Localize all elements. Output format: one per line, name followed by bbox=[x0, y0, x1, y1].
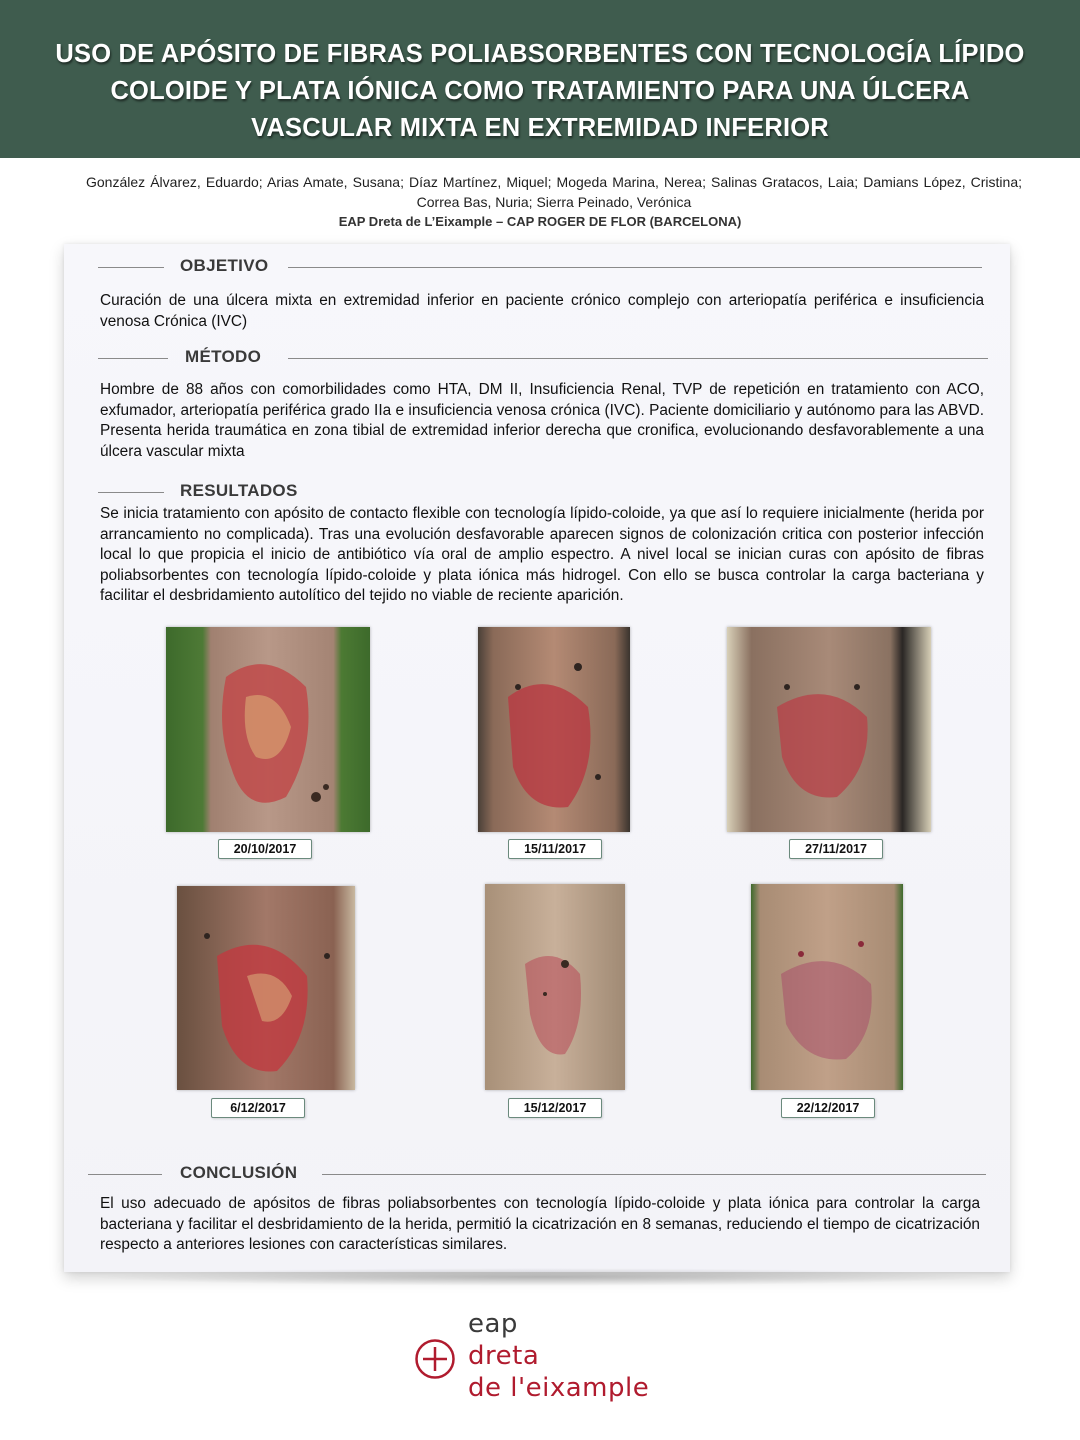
metodo-text: Hombre de 88 años con comorbilidades como HTA, DM II, Insuficiencia Renal, TVP de repetición en tratamiento con ACO, exfumador, arteriopatía periférica grado IIa e insuficiencia venosa crónica (IVC). Paciente domiciliario y autónomo para las ABVD. Presenta herida traumática en zona tibial de extremidad inferior derecha que cronifica, evolucionando desfavorablemente a una úlcera vascular mixta bbox=[100, 381, 984, 460]
poster-title: USO DE APÓSITO DE FIBRAS POLIABSORBENTES CON TECNOLOGÍA LÍPIDO COLOIDE Y PLATA IÓNICA COMO TRATAMIENTO PARA UNA ÚLCERA VASCULAR MIXTA EN EXTREMIDAD INFERIOR bbox=[55, 40, 1025, 142]
wound-photo-1 bbox=[166, 627, 370, 832]
logo-line-eixample: de l'eixample bbox=[468, 1373, 650, 1403]
panel-shadow bbox=[90, 1268, 990, 1286]
photo-date-6: 22/12/2017 bbox=[781, 1098, 875, 1118]
logo-text bbox=[468, 1308, 649, 1404]
logo-line-dreta: dreta bbox=[468, 1341, 540, 1371]
eap-logo bbox=[414, 1308, 674, 1408]
objetivo-text: Curación de una úlcera mixta en extremidad inferior en paciente crónico complejo con arteriopatía periférica e insuficiencia venosa Crónica (IVC) bbox=[100, 292, 984, 330]
photo-date-3: 27/11/2017 bbox=[789, 839, 883, 859]
metodo-heading bbox=[98, 347, 988, 371]
wound-photo-4 bbox=[177, 886, 355, 1090]
objetivo-heading bbox=[98, 256, 984, 280]
conclusion-text: El uso adecuado de apósitos de fibras poliabsorbentes con tecnología lípido-coloide y plata iónica para controlar la carga bacteriana y facilitar el desbridamiento de la herida, permitió la cicatrización en 8 semanas, reduciendo el tiempo de cicatrización respecto a anteriores lesiones con características similares. bbox=[100, 1195, 980, 1253]
wound-photo-3 bbox=[727, 627, 931, 832]
objetivo-label: OBJETIVO bbox=[180, 256, 269, 275]
photo-date-1: 20/10/2017 bbox=[218, 839, 312, 859]
wound-photo-2 bbox=[478, 627, 630, 832]
photo-date-4: 6/12/2017 bbox=[211, 1098, 305, 1118]
logo-line-eap: eap bbox=[468, 1309, 518, 1339]
affiliation: EAP Dreta de L’Eixample – CAP ROGER DE FLOR (BARCELONA) bbox=[338, 214, 742, 229]
photo-date-5: 15/12/2017 bbox=[508, 1098, 602, 1118]
resultados-text: Se inicia tratamiento con apósito de contacto flexible con tecnología lípido-coloide, ya que así lo requiere inicialmente (herida por arrancamiento no complicada). Tras una evolución desfavorable aparecen signos de colonización critica con posterior infección local lo que propicia el inicio de antibiótico vía oral de amplio espectro. A nivel local se inician curas con apósito de fibras poliabsorbentes con tecnología lípido-coloide y plata iónica más hidrogel. Con ello se busca controlar la carga bacteriana y facilitar el desbridamiento autolítico del tejido no viable de reciente aparición. bbox=[100, 505, 984, 604]
photo-date-2: 15/11/2017 bbox=[508, 839, 602, 859]
resultados-label: RESULTADOS bbox=[180, 481, 298, 500]
resultados-heading bbox=[98, 481, 984, 505]
conclusion-label: CONCLUSIÓN bbox=[180, 1163, 298, 1182]
wound-photo-5 bbox=[485, 884, 625, 1090]
authors: González Álvarez, Eduardo; Arias Amate, Susana; Díaz Martínez, Miquel; Mogeda Marina, Nerea; Salinas Gratacos, Laia; Damians López, Cristina; Correa Bas, Nuria; Sierra Peinado, Verónica bbox=[86, 174, 1022, 210]
metodo-label: MÉTODO bbox=[185, 347, 262, 366]
conclusion-heading bbox=[88, 1163, 986, 1187]
header-banner bbox=[0, 0, 1080, 158]
wound-photo-6 bbox=[751, 884, 903, 1090]
plus-circle-icon bbox=[414, 1338, 456, 1380]
